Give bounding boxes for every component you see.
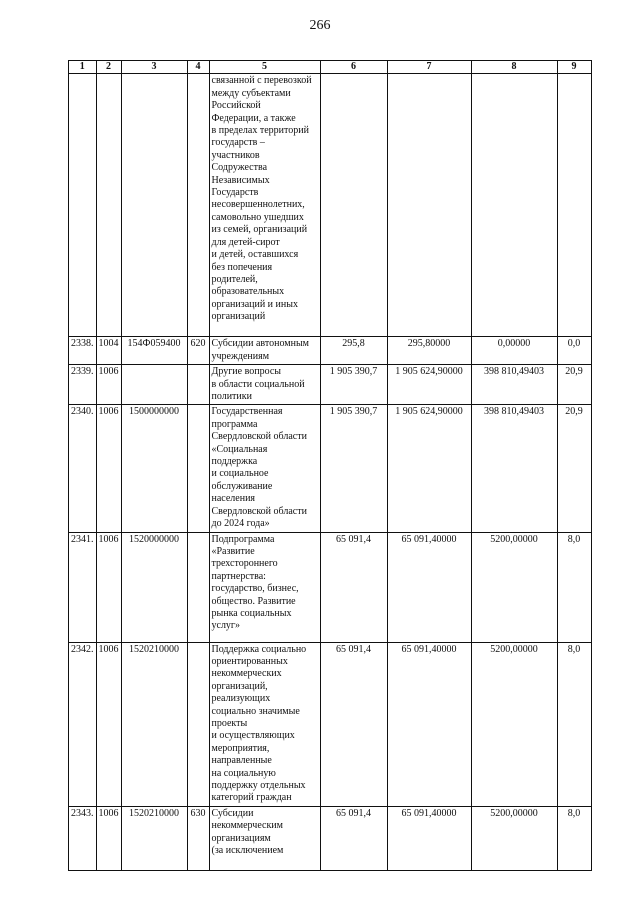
cell-empty: [96, 74, 121, 337]
section-code: 1006: [96, 642, 121, 806]
expense-type-code: [187, 642, 209, 806]
row-number: 2340.: [69, 405, 97, 532]
header-col-5: 5: [209, 61, 320, 74]
target-item-code: 1500000000: [121, 405, 187, 532]
row-number: 2339.: [69, 365, 97, 405]
amount-approved: 1 905 390,7: [320, 405, 387, 532]
row-number: 2343.: [69, 806, 97, 870]
page-number: 266: [309, 18, 331, 33]
amount-approved: 65 091,4: [320, 532, 387, 642]
target-item-code: 154Ф059400: [121, 337, 187, 365]
row-number: 2338.: [69, 337, 97, 365]
amount-adjusted: 1 905 624,90000: [387, 365, 471, 405]
amount-approved: 295,8: [320, 337, 387, 365]
header-col-3: 3: [121, 61, 187, 74]
amount-adjusted: 65 091,40000: [387, 642, 471, 806]
expense-type-code: [187, 532, 209, 642]
amount-approved: 65 091,4: [320, 642, 387, 806]
target-item-code: 1520210000: [121, 806, 187, 870]
continuation-text: связанной с перевозкой между субъектами Российской Федерации, а также в пределах территорий государств – участников Содружества Независимых Государств несовершеннолетних, самовольно ушедших из семей, организаций для детей-сирот и детей, оставшихся без попечения родителей, образовательных организаций и иных организаций: [209, 74, 320, 337]
header-col-2: 2: [96, 61, 121, 74]
amount-executed: 398 810,49403: [471, 405, 557, 532]
amount-adjusted: 65 091,40000: [387, 806, 471, 870]
table-header-row: [69, 61, 592, 74]
header-col-4: 4: [187, 61, 209, 74]
header-col-1: 1: [69, 61, 97, 74]
cell-empty: [121, 74, 187, 337]
amount-executed: 398 810,49403: [471, 365, 557, 405]
cell-empty: [471, 74, 557, 337]
table-row: [69, 365, 592, 405]
section-code: 1006: [96, 365, 121, 405]
amount-executed: 0,00000: [471, 337, 557, 365]
section-code: 1006: [96, 405, 121, 532]
target-item-code: 1520000000: [121, 532, 187, 642]
cell-empty: [387, 74, 471, 337]
header-col-8: 8: [471, 61, 557, 74]
table-row: [69, 642, 592, 806]
item-name: Другие вопросы в области социальной политики: [209, 365, 320, 405]
budget-table: [68, 60, 592, 871]
table-row: [69, 337, 592, 365]
execution-percent: 8,0: [557, 642, 591, 806]
execution-percent: 8,0: [557, 532, 591, 642]
table-row: [69, 532, 592, 642]
item-name: Государственная программа Свердловской области «Социальная поддержка и социальное обслуживание населения Свердловской области до 2024 года»: [209, 405, 320, 532]
header-col-6: 6: [320, 61, 387, 74]
target-item-code: [121, 365, 187, 405]
cell-empty: [320, 74, 387, 337]
section-code: 1006: [96, 806, 121, 870]
amount-adjusted: 295,80000: [387, 337, 471, 365]
row-number: 2342.: [69, 642, 97, 806]
amount-approved: 1 905 390,7: [320, 365, 387, 405]
section-code: 1006: [96, 532, 121, 642]
cell-empty: [69, 74, 97, 337]
expense-type-code: [187, 365, 209, 405]
amount-adjusted: 1 905 624,90000: [387, 405, 471, 532]
target-item-code: 1520210000: [121, 642, 187, 806]
cell-empty: [187, 74, 209, 337]
amount-executed: 5200,00000: [471, 642, 557, 806]
table-row: [69, 806, 592, 870]
amount-approved: 65 091,4: [320, 806, 387, 870]
table-body: [69, 74, 592, 870]
execution-percent: 20,9: [557, 405, 591, 532]
expense-type-code: 620: [187, 337, 209, 365]
header-col-7: 7: [387, 61, 471, 74]
execution-percent: 8,0: [557, 806, 591, 870]
item-name: Подпрограмма «Развитие трехстороннего партнерства: государство, бизнес, общество. Развитие рынка социальных услуг»: [209, 532, 320, 642]
item-name: Субсидии автономным учреждениям: [209, 337, 320, 365]
amount-executed: 5200,00000: [471, 532, 557, 642]
execution-percent: 20,9: [557, 365, 591, 405]
table-row: [69, 405, 592, 532]
execution-percent: 0,0: [557, 337, 591, 365]
continuation-row: [69, 74, 592, 337]
cell-empty: [557, 74, 591, 337]
amount-executed: 5200,00000: [471, 806, 557, 870]
section-code: 1004: [96, 337, 121, 365]
item-name: Поддержка социально ориентированных некоммерческих организаций, реализующих социально значимые проекты и осуществляющих мероприятия, направленные на социальную поддержку отдельных категорий граждан: [209, 642, 320, 806]
row-number: 2341.: [69, 532, 97, 642]
expense-type-code: [187, 405, 209, 532]
expense-type-code: 630: [187, 806, 209, 870]
item-name: Субсидии некоммерческим организациям (за исключением: [209, 806, 320, 870]
header-col-9: 9: [557, 61, 591, 74]
amount-adjusted: 65 091,40000: [387, 532, 471, 642]
